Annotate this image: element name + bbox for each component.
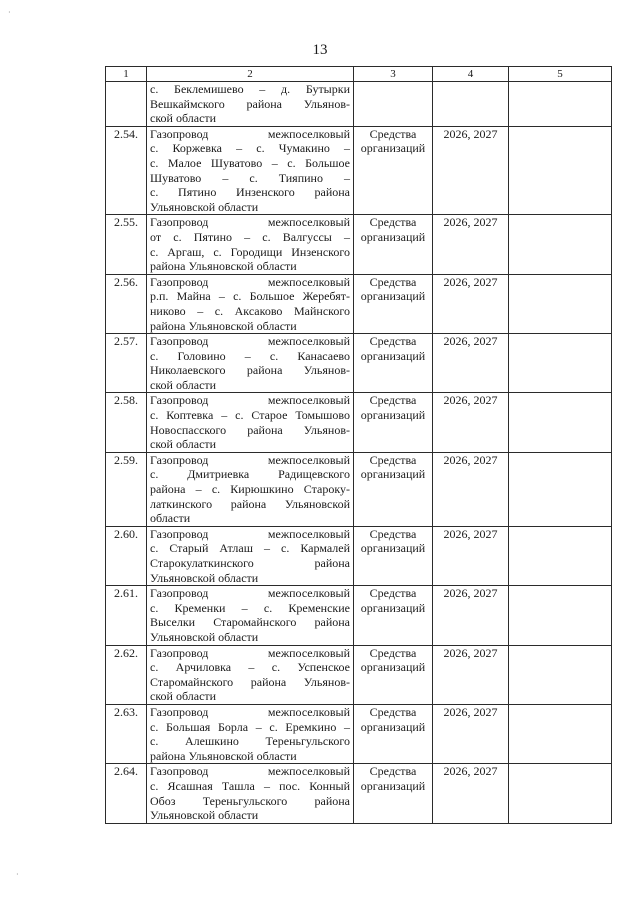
source-line: Средства	[369, 764, 417, 779]
funding-source-cell	[354, 274, 433, 333]
funding-source-cell	[354, 645, 433, 704]
description-cell	[147, 704, 354, 763]
table-row	[106, 452, 612, 526]
years-cell: 2026, 2027	[433, 274, 509, 333]
desc-line: Обоз Тереньгульского района	[150, 793, 350, 808]
source-line: Средства	[369, 645, 417, 660]
table-row	[106, 764, 612, 823]
desc-line: с. Старый Атлаш – с. Кармалей	[150, 541, 350, 556]
column-5-cell	[509, 334, 612, 393]
source-line: Средства	[369, 452, 417, 467]
column-5-cell	[509, 645, 612, 704]
table-body	[106, 67, 612, 824]
years-cell: 2026, 2027	[433, 645, 509, 704]
desc-line: ской области	[150, 437, 217, 452]
source-line: организаций	[360, 289, 426, 304]
table-row	[106, 645, 612, 704]
desc-line: с. Пятино Инзенского района	[150, 185, 350, 200]
desc-line: с. Кременки – с. Кременские	[150, 600, 350, 615]
item-number-cell: 2.55.	[106, 215, 147, 274]
desc-line: района – с. Кирюшкино Староку-	[150, 482, 350, 497]
years-cell: 2026, 2027	[433, 126, 509, 215]
column-5-cell	[509, 393, 612, 452]
continuation-year-cell	[433, 82, 509, 127]
item-number-cell: 2.63.	[106, 704, 147, 763]
table-row	[106, 274, 612, 333]
description-cell	[147, 393, 354, 452]
header-cell-5: 5	[509, 67, 612, 82]
table-row	[106, 586, 612, 645]
years-cell: 2026, 2027	[433, 764, 509, 823]
source-line: Средства	[369, 334, 417, 349]
continuation-num-cell	[106, 82, 147, 127]
item-number-cell: 2.64.	[106, 764, 147, 823]
years-cell: 2026, 2027	[433, 452, 509, 526]
source-line: организаций	[360, 141, 426, 156]
column-5-cell	[509, 215, 612, 274]
source-line: Средства	[369, 274, 417, 289]
header-cell-4: 4	[433, 67, 509, 82]
desc-line: никово – с. Аксаково Майнского	[150, 303, 350, 318]
source-line: Средства	[369, 393, 417, 408]
desc-line: Газопровод межпоселковый	[150, 334, 350, 349]
desc-line: Газопровод межпоселковый	[150, 452, 350, 467]
column-5-cell	[509, 764, 612, 823]
desc-line: Газопровод межпоселковый	[150, 586, 350, 601]
desc-line: Выселки Старомайнского района	[150, 615, 350, 630]
item-number-cell: 2.58.	[106, 393, 147, 452]
desc-line: Старомайнского района Ульянов-	[150, 674, 350, 689]
header-cell-2: 2	[147, 67, 354, 82]
scan-speck: ·	[16, 870, 19, 879]
years-cell: 2026, 2027	[433, 526, 509, 585]
desc-line: с. Арчиловка – с. Успенское	[150, 660, 350, 675]
scan-speck: ·	[8, 8, 11, 17]
item-number-cell: 2.54.	[106, 126, 147, 215]
header-cell-1: 1	[106, 67, 147, 82]
description-cell	[147, 586, 354, 645]
source-line: Средства	[369, 215, 417, 230]
item-number-cell: 2.61.	[106, 586, 147, 645]
desc-line: с. Беклемишево – д. Бутырки	[150, 82, 350, 96]
desc-line: Газопровод межпоселковый	[150, 274, 350, 289]
funding-source-cell	[354, 215, 433, 274]
source-line: Средства	[369, 586, 417, 601]
description-cell	[147, 215, 354, 274]
item-number-cell: 2.56.	[106, 274, 147, 333]
program-table	[105, 66, 612, 824]
source-line: организаций	[360, 600, 426, 615]
funding-source-cell	[354, 126, 433, 215]
desc-line: Шуватово – с. Тияпино –	[150, 170, 350, 185]
description-cell	[147, 526, 354, 585]
description-cell	[147, 452, 354, 526]
desc-line: Газопровод межпоселковый	[150, 526, 350, 541]
column-5-cell	[509, 274, 612, 333]
desc-line: с. Ясашная Ташла – пос. Конный	[150, 778, 350, 793]
desc-line: с. Алешкино Тереньгульского	[150, 734, 350, 749]
desc-line: Газопровод межпоселковый	[150, 215, 350, 230]
desc-line: Николаевского района Ульянов-	[150, 363, 350, 378]
source-line: организаций	[360, 778, 426, 793]
years-cell: 2026, 2027	[433, 215, 509, 274]
desc-line: латкинского района Ульяновской	[150, 496, 350, 511]
years-cell: 2026, 2027	[433, 704, 509, 763]
table-row	[106, 704, 612, 763]
continuation-source-cell	[354, 82, 433, 127]
years-cell: 2026, 2027	[433, 334, 509, 393]
desc-line: Газопровод межпоселковый	[150, 126, 350, 141]
source-line: организаций	[360, 719, 426, 734]
desc-line: Ульяновской области	[150, 808, 259, 823]
item-number-cell: 2.62.	[106, 645, 147, 704]
desc-line: ской области	[150, 111, 217, 126]
desc-line: с. Коржевка – с. Чумакино –	[150, 141, 350, 156]
desc-line: с. Дмитриевка Радищевского	[150, 467, 350, 482]
description-cell	[147, 764, 354, 823]
funding-source-cell	[354, 452, 433, 526]
desc-line: района Ульяновской области	[150, 259, 297, 274]
source-line: Средства	[369, 526, 417, 541]
table-row	[106, 126, 612, 215]
desc-line: области	[150, 511, 191, 526]
header-cell-3: 3	[354, 67, 433, 82]
column-5-cell	[509, 126, 612, 215]
desc-line: ской области	[150, 689, 217, 704]
column-5-cell	[509, 704, 612, 763]
page-number: 13	[312, 42, 328, 58]
continuation-desc-cell	[147, 82, 354, 127]
column-5-cell	[509, 586, 612, 645]
desc-line: с. Большая Борла – с. Еремкино –	[150, 719, 350, 734]
source-line: организаций	[360, 229, 426, 244]
years-cell: 2026, 2027	[433, 586, 509, 645]
desc-line: Газопровод межпоселковый	[150, 764, 350, 779]
item-number-cell: 2.60.	[106, 526, 147, 585]
continuation-col5-cell	[509, 82, 612, 127]
desc-line: Новоспасского района Ульянов-	[150, 422, 350, 437]
table-row	[106, 393, 612, 452]
funding-source-cell	[354, 586, 433, 645]
desc-line: района Ульяновской области	[150, 748, 297, 763]
header-row	[106, 67, 612, 82]
continuation-row	[106, 82, 612, 127]
source-line: организаций	[360, 467, 426, 482]
funding-source-cell	[354, 393, 433, 452]
funding-source-cell	[354, 334, 433, 393]
funding-source-cell	[354, 526, 433, 585]
source-line: Средства	[369, 126, 417, 141]
column-5-cell	[509, 452, 612, 526]
item-number-cell: 2.57.	[106, 334, 147, 393]
desc-line: Газопровод межпоселковый	[150, 704, 350, 719]
source-line: организаций	[360, 348, 426, 363]
desc-line: Газопровод межпоселковый	[150, 393, 350, 408]
desc-line: Старокулаткинского района	[150, 556, 350, 570]
desc-line: от с. Пятино – с. Валгуссы –	[150, 229, 350, 244]
funding-source-cell	[354, 764, 433, 823]
desc-line: Ульяновской области	[150, 629, 259, 644]
desc-line: р.п. Майна – с. Большое Жеребят-	[150, 289, 350, 304]
desc-line: ской области	[150, 377, 217, 392]
description-cell	[147, 645, 354, 704]
desc-line: Ульяновской области	[150, 199, 259, 214]
source-line: организаций	[360, 408, 426, 423]
source-line: Средства	[369, 704, 417, 719]
column-5-cell	[509, 526, 612, 585]
funding-source-cell	[354, 704, 433, 763]
desc-line: с. Малое Шуватово – с. Большое	[150, 155, 350, 170]
description-cell	[147, 274, 354, 333]
desc-line: с. Коптевка – с. Старое Томышово	[150, 408, 350, 423]
desc-line: Ульяновской области	[150, 570, 259, 585]
description-cell	[147, 126, 354, 215]
table-row	[106, 215, 612, 274]
item-number-cell: 2.59.	[106, 452, 147, 526]
source-line: организаций	[360, 660, 426, 675]
table-row	[106, 334, 612, 393]
desc-line: района Ульяновской области	[150, 318, 297, 333]
source-line: организаций	[360, 541, 426, 556]
years-cell: 2026, 2027	[433, 393, 509, 452]
desc-line: с. Головино – с. Канасаево	[150, 348, 350, 363]
desc-line: с. Аргаш, с. Городищи Инзенского	[150, 244, 350, 259]
table-row	[106, 526, 612, 585]
desc-line: Газопровод межпоселковый	[150, 645, 350, 660]
desc-line: Вешкаймского района Ульянов-	[150, 96, 350, 111]
description-cell	[147, 334, 354, 393]
